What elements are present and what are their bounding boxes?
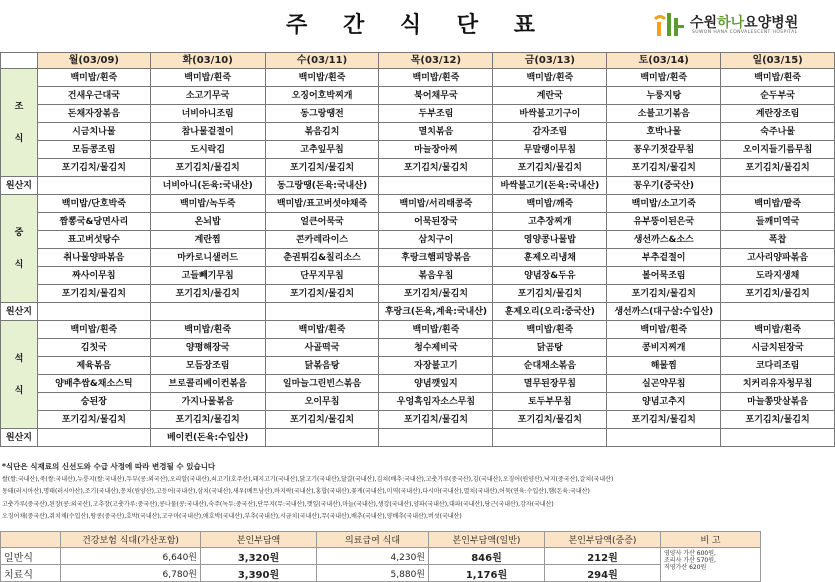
menu-row xyxy=(1,339,835,357)
menu-item: 소불고기볶음 xyxy=(607,105,721,123)
menu-item: 포기김치/물김치 xyxy=(379,411,493,429)
fee-header: 의료급여 식대 xyxy=(317,532,429,548)
menu-item: 김칫국 xyxy=(37,339,150,357)
fee-header: 본인부담액(중증) xyxy=(545,532,661,548)
menu-item: 고추장찌개 xyxy=(493,213,607,231)
origin-row xyxy=(1,303,835,321)
menu-item: 백미밥/흰죽 xyxy=(607,69,721,87)
origin-note xyxy=(37,303,150,321)
menu-item: 백미밥/단호박죽 xyxy=(37,195,150,213)
menu-item: 백미밥/서리태콩죽 xyxy=(379,195,493,213)
menu-item: 춘권튀김&칠리소스 xyxy=(265,249,379,267)
menu-item: 양념장&두유 xyxy=(493,267,607,285)
menu-item: 순대채소볶음 xyxy=(493,357,607,375)
menu-item: 건새우근대국 xyxy=(37,87,150,105)
menu-item: 바싹불고기구이 xyxy=(493,105,607,123)
menu-item: 두부조림 xyxy=(379,105,493,123)
menu-item: 닭곰탕 xyxy=(493,339,607,357)
ingredient-origin-note: 쌀(쌀:국내산),죽(쌀:국내산),누룽지(쌀:국내산),두부(콩:외국산),오리알(국내산),쇠고기(호주산),돼지고기(국내산),닭고기(국내산),달걀(국내산),김치(배추:국내산),고춧가루(중국산),김(국내산),오징어(원양산),낙지(중국산),갈치(국내산) xyxy=(2,475,614,483)
day-header: 목(03/12) xyxy=(379,53,493,69)
menu-row xyxy=(1,69,835,87)
menu-item: 해물찜 xyxy=(607,357,721,375)
menu-item: 모듬콩조림 xyxy=(37,141,150,159)
menu-item: 계란찜 xyxy=(150,231,265,249)
menu-item: 숙주나물 xyxy=(721,123,835,141)
origin-note xyxy=(37,429,150,447)
menu-item: 백미밥/녹두죽 xyxy=(150,195,265,213)
menu-item: 백미밥/흰죽 xyxy=(37,321,150,339)
menu-item: 닭볶음탕 xyxy=(265,357,379,375)
menu-row xyxy=(1,321,835,339)
menu-row xyxy=(1,123,835,141)
origin-note: 바싹불고기(돈육:국내산) xyxy=(493,177,607,195)
fee-value: 294원 xyxy=(545,565,661,582)
menu-item: 유부뚱이된은국 xyxy=(607,213,721,231)
menu-item: 오이지들기름무침 xyxy=(721,141,835,159)
menu-item: 포기김치/물김치 xyxy=(493,159,607,177)
menu-item: 마늘장아찌 xyxy=(379,141,493,159)
menu-item: 온뇌밥 xyxy=(150,213,265,231)
menu-item: 숭된장 xyxy=(37,393,150,411)
fee-corner xyxy=(1,532,61,548)
menu-row xyxy=(1,105,835,123)
meal-label: 조 식 xyxy=(1,69,38,177)
menu-item: 볶음김치 xyxy=(265,123,379,141)
menu-item: 북어채무국 xyxy=(379,87,493,105)
menu-item: 고사리양파볶음 xyxy=(721,249,835,267)
menu-item: 영양콩나물밥 xyxy=(493,231,607,249)
fee-value: 5,880원 xyxy=(317,565,429,582)
day-header: 화(03/10) xyxy=(150,53,265,69)
menu-item: 포기김치/물김치 xyxy=(265,285,379,303)
corner-cell xyxy=(1,53,38,69)
menu-item: 백미밥/흰죽 xyxy=(37,69,150,87)
origin-row xyxy=(1,177,835,195)
menu-item: 어묵된장국 xyxy=(379,213,493,231)
menu-item: 포기김치/물김치 xyxy=(379,159,493,177)
menu-item: 치커리유자청무침 xyxy=(721,375,835,393)
origin-note xyxy=(150,303,265,321)
hospital-logo-icon xyxy=(652,10,686,38)
menu-item: 볼어묵조림 xyxy=(607,267,721,285)
origin-label: 원산지 xyxy=(1,177,38,195)
menu-item: 포기김치/물김치 xyxy=(37,411,150,429)
menu-row xyxy=(1,195,835,213)
origin-note xyxy=(379,429,493,447)
menu-item: 얼큰어묵국 xyxy=(265,213,379,231)
menu-item: 백미밥/흰죽 xyxy=(150,321,265,339)
origin-row xyxy=(1,429,835,447)
origin-note xyxy=(265,429,379,447)
menu-item: 너비아니조림 xyxy=(150,105,265,123)
origin-note: 베이컨(돈육:수입산) xyxy=(150,429,265,447)
meal-fee-table xyxy=(0,531,761,582)
menu-item: 백미밥/흰죽 xyxy=(607,321,721,339)
ingredient-origin-note: 오징어채(중국산),쥐치채(수입산),땅콩(중국산),호박(국내산),고구마(국내산),애호박(국내산),부추(국내산),시금치(국내산),무(국내산),배추(국내산),양배추(국내산),버섯(국내산) xyxy=(2,513,462,520)
menu-item: 포기김치/물김치 xyxy=(37,285,150,303)
menu-item: 표고버섯탕수 xyxy=(37,231,150,249)
menu-item: 도시락김 xyxy=(150,141,265,159)
menu-item: 생선까스&소스 xyxy=(607,231,721,249)
fee-value: 4,230원 xyxy=(317,548,429,565)
menu-item: 계란국 xyxy=(493,87,607,105)
menu-item: 고들빼기무침 xyxy=(150,267,265,285)
menu-item: 포기김치/물김치 xyxy=(379,285,493,303)
fee-value: 846원 xyxy=(429,548,545,565)
menu-row xyxy=(1,87,835,105)
origin-note: 동그랑땡(돈육:국내산) xyxy=(265,177,379,195)
origin-note: 생선까스(대구살:수입산) xyxy=(607,303,721,321)
menu-item: 동그랑땡전 xyxy=(265,105,379,123)
menu-item: 양평해장국 xyxy=(150,339,265,357)
menu-table xyxy=(0,52,835,447)
menu-item: 멸치볶음 xyxy=(379,123,493,141)
menu-item: 오이무침 xyxy=(265,393,379,411)
menu-row xyxy=(1,213,835,231)
menu-item: 후랑크햄피망볶음 xyxy=(379,249,493,267)
menu-item: 오징어호박찌개 xyxy=(265,87,379,105)
meal-label: 중 식 xyxy=(1,195,38,303)
menu-item: 포기김치/물김치 xyxy=(150,411,265,429)
menu-item: 백미밥/흰죽 xyxy=(379,321,493,339)
fee-value: 6,780원 xyxy=(61,565,201,582)
menu-item: 백미밥/깨죽 xyxy=(493,195,607,213)
menu-item: 콩비지찌개 xyxy=(607,339,721,357)
menu-item: 고추잎무침 xyxy=(265,141,379,159)
fee-row-label: 일반식 xyxy=(1,548,61,565)
menu-item: 백미밥/소고기죽 xyxy=(607,195,721,213)
menu-item: 백미밥/흰죽 xyxy=(493,69,607,87)
menu-item: 순두부국 xyxy=(721,87,835,105)
day-header: 금(03/13) xyxy=(493,53,607,69)
origin-note xyxy=(721,429,835,447)
menu-item: 마카로니샐러드 xyxy=(150,249,265,267)
menu-item: 감자조림 xyxy=(493,123,607,141)
page-title: 주 간 식 단 표 xyxy=(286,13,549,38)
menu-item: 폭찹 xyxy=(721,231,835,249)
menu-item: 토두부무침 xyxy=(493,393,607,411)
menu-item: 포기김치/물김치 xyxy=(265,411,379,429)
origin-note: 훈제오리(오리:중국산) xyxy=(493,303,607,321)
menu-item: 포기김치/물김치 xyxy=(493,285,607,303)
hospital-name: 수원하나요양병원 xyxy=(690,15,799,31)
ingredient-origin-note: 동태(러시아산),명태(러시아산),조기(국내산),꽁치(원양산),고등어(국내산),삼치(국내산),새우(베트남산),바지락(국내산),홍합(국내산),꽃게(국내산),미역(국내산),다시마(국내산),멸치(국내산),어묵(연육:수입산),햄(돈육:국내산) xyxy=(2,488,590,495)
menu-row xyxy=(1,393,835,411)
menu-row xyxy=(1,285,835,303)
menu-item: 부추겉절이 xyxy=(607,249,721,267)
day-header: 수(03/11) xyxy=(265,53,379,69)
origin-label: 원산지 xyxy=(1,429,38,447)
menu-item: 가지나물볶음 xyxy=(150,393,265,411)
menu-item: 포기김치/물김치 xyxy=(265,159,379,177)
menu-row xyxy=(1,267,835,285)
menu-item: 백미밥/흰죽 xyxy=(379,69,493,87)
menu-item: 실곤약무침 xyxy=(607,375,721,393)
menu-item: 백미밥/흰죽 xyxy=(150,69,265,87)
fee-row-label: 치료식 xyxy=(1,565,61,582)
menu-item: 백미밥/팥죽 xyxy=(721,195,835,213)
menu-item: 무말랭이무침 xyxy=(493,141,607,159)
menu-item: 참나물겉절이 xyxy=(150,123,265,141)
origin-note xyxy=(265,303,379,321)
menu-item: 포기김치/물김치 xyxy=(607,411,721,429)
menu-item: 모듬장조림 xyxy=(150,357,265,375)
menu-item: 백미밥/흰죽 xyxy=(493,321,607,339)
menu-item: 누룽지탕 xyxy=(607,87,721,105)
menu-item: 제육볶음 xyxy=(37,357,150,375)
origin-note xyxy=(721,303,835,321)
menu-item: 계란장조림 xyxy=(721,105,835,123)
origin-note: 너비아니(돈육:국내산) xyxy=(150,177,265,195)
menu-item: 백미밥/표고버섯야채죽 xyxy=(265,195,379,213)
menu-item: 꽁우기젓갈무침 xyxy=(607,141,721,159)
fee-header-row xyxy=(1,532,761,548)
menu-item: 취나물양파볶음 xyxy=(37,249,150,267)
meal-label: 석 식 xyxy=(1,321,38,429)
menu-item: 양념깻잎지 xyxy=(379,375,493,393)
menu-item: 짬뽕국&당면사리 xyxy=(37,213,150,231)
origin-note xyxy=(379,177,493,195)
day-header: 월(03/09) xyxy=(37,53,150,69)
fee-remarks: 영양사 가산 600원, 조리사 가산 570원, 직영가산 620원 xyxy=(661,548,761,582)
origin-note xyxy=(721,177,835,195)
menu-item: 자장불고기 xyxy=(379,357,493,375)
fee-value: 3,320원 xyxy=(201,548,317,565)
menu-row xyxy=(1,159,835,177)
fee-value: 1,176원 xyxy=(429,565,545,582)
fee-value: 6,640원 xyxy=(61,548,201,565)
origin-note xyxy=(607,429,721,447)
origin-note xyxy=(37,177,150,195)
menu-item: 들깨미역국 xyxy=(721,213,835,231)
menu-item: 포기김치/물김치 xyxy=(150,159,265,177)
menu-item: 시금치된장국 xyxy=(721,339,835,357)
menu-item: 멸무된장무침 xyxy=(493,375,607,393)
ingredient-origin-note: 고춧가루(중국산),된장(콩:외국산),고추장(고춧가루:중국산),콩나물(콩:국내산),숙주(녹두:중국산),단무지(무:국내산),깻잎(국내산),마늘(국내산),생강(국내산),양파(국내산),대파(국내산),당근(국내산),감자(국내산) xyxy=(2,500,554,508)
fee-value: 212원 xyxy=(545,548,661,565)
menu-row xyxy=(1,411,835,429)
origin-note: 후랑크(돈육,계육:국내산) xyxy=(379,303,493,321)
fee-header: 비 고 xyxy=(661,532,761,548)
menu-row xyxy=(1,231,835,249)
hospital-subtitle: SUWON HANA CONVALESCENT HOSPITAL xyxy=(692,30,798,35)
menu-row xyxy=(1,357,835,375)
menu-row xyxy=(1,141,835,159)
menu-item: 돈채자장볶음 xyxy=(37,105,150,123)
menu-item: 포기김치/물김치 xyxy=(607,285,721,303)
menu-item: 도라지생채 xyxy=(721,267,835,285)
menu-item: 사골떡국 xyxy=(265,339,379,357)
menu-item: 포기김치/물김치 xyxy=(37,159,150,177)
menu-item: 백미밥/흰죽 xyxy=(721,69,835,87)
menu-item: 백미밥/흰죽 xyxy=(265,321,379,339)
menu-row xyxy=(1,375,835,393)
menu-item: 일마늘그린빈스볶음 xyxy=(265,375,379,393)
menu-item: 마늘쫑맛살볶음 xyxy=(721,393,835,411)
origin-label: 원산지 xyxy=(1,303,38,321)
day-header: 일(03/15) xyxy=(721,53,835,69)
menu-item: 코다리조림 xyxy=(721,357,835,375)
fee-header: 본인부담액(일반) xyxy=(429,532,545,548)
header xyxy=(0,0,835,42)
menu-item: 백미밥/흰죽 xyxy=(265,69,379,87)
menu-item: 훈제오리냉채 xyxy=(493,249,607,267)
menu-item: 콘카레라이스 xyxy=(265,231,379,249)
menu-item: 포기김치/물김치 xyxy=(607,159,721,177)
fee-row-general xyxy=(1,548,761,565)
menu-item: 브로콜리베이컨볶음 xyxy=(150,375,265,393)
menu-item: 삼치구이 xyxy=(379,231,493,249)
menu-item: 포기김치/물김치 xyxy=(150,285,265,303)
menu-item: 청수제비국 xyxy=(379,339,493,357)
menu-item: 포기김치/물김치 xyxy=(721,411,835,429)
hospital-logo xyxy=(652,10,832,40)
menu-item: 호박나물 xyxy=(607,123,721,141)
menu-item: 우엉흑임자소스무침 xyxy=(379,393,493,411)
fee-header: 본인부담액 xyxy=(201,532,317,548)
menu-item: 포기김치/물김치 xyxy=(493,411,607,429)
fee-header: 건강보험 식대(가산포함) xyxy=(61,532,201,548)
origin-note: 꽁우기(중국산) xyxy=(607,177,721,195)
day-header-row xyxy=(1,53,835,69)
day-header: 토(03/14) xyxy=(607,53,721,69)
fee-row-therapeutic xyxy=(1,565,761,582)
menu-item: 단무지무침 xyxy=(265,267,379,285)
menu-item: 양배추쌈&채소스틱 xyxy=(37,375,150,393)
origin-note xyxy=(493,429,607,447)
menu-item: 백미밥/흰죽 xyxy=(721,321,835,339)
menu-item: 볶음우침 xyxy=(379,267,493,285)
menu-item: 포기김치/물김치 xyxy=(721,285,835,303)
menu-item: 포기김치/물김치 xyxy=(721,159,835,177)
notice-text: *식단은 식재료의 신선도와 수급 사정에 따라 변경될 수 있습니다 xyxy=(2,462,216,471)
menu-item: 소고기무국 xyxy=(150,87,265,105)
notes xyxy=(2,461,833,524)
fee-value: 3,390원 xyxy=(201,565,317,582)
menu-item: 시금치나물 xyxy=(37,123,150,141)
menu-item: 양념고추지 xyxy=(607,393,721,411)
menu-item: 짜사이무침 xyxy=(37,267,150,285)
menu-row xyxy=(1,249,835,267)
